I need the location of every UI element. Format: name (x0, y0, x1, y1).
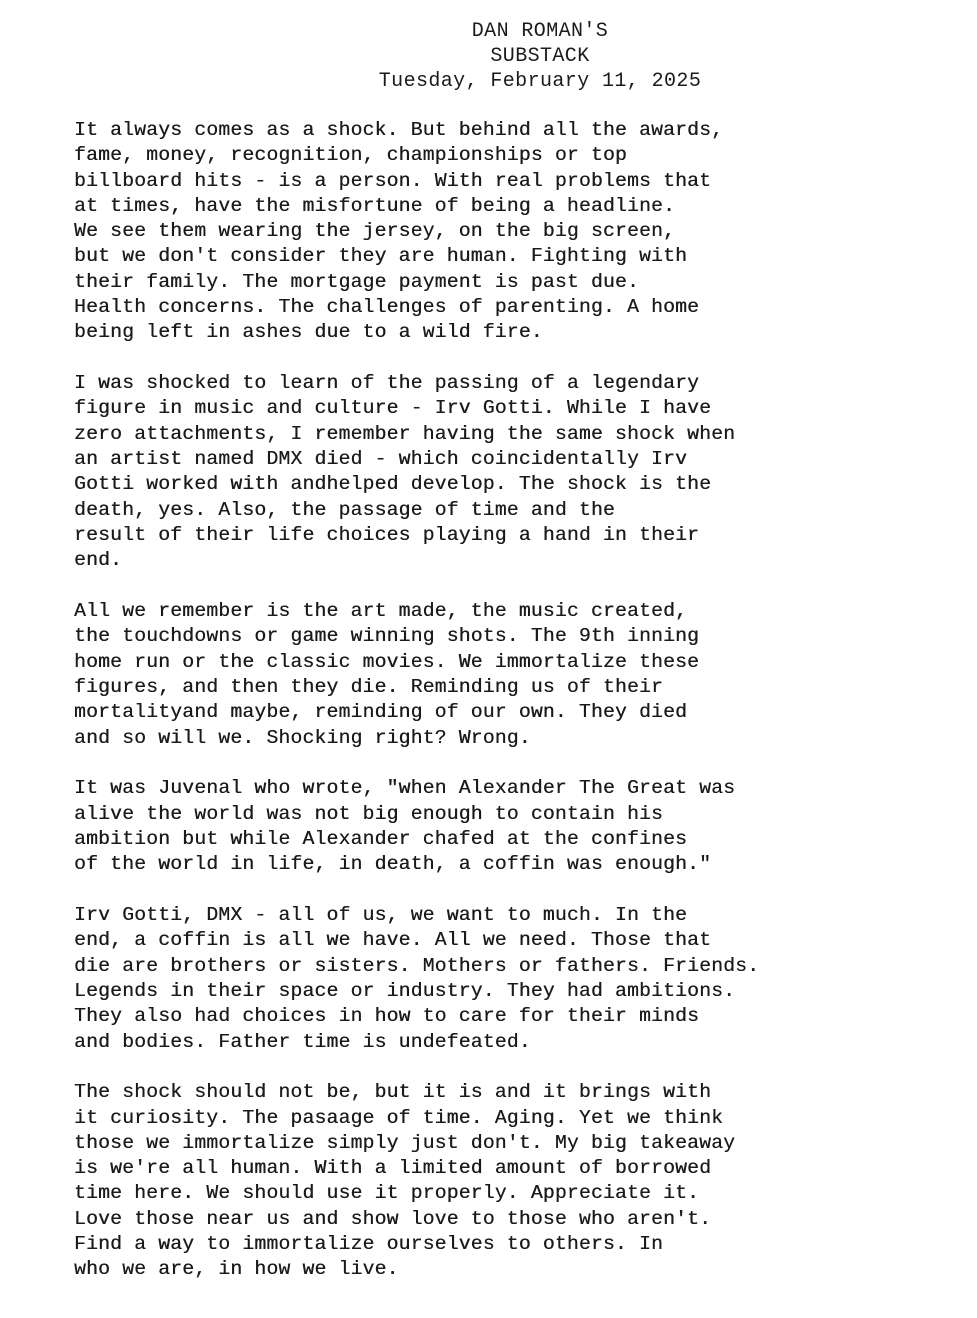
paragraph-5 (74, 903, 964, 1055)
text-line: but we don't consider they are human. Fighting with (74, 245, 688, 268)
text-line: figure in music and culture - Irv Gotti. While I have (74, 397, 712, 420)
text-line: It always comes as a shock. But behind all the awards, (74, 119, 724, 141)
text-line: time here. We should use it properly. Appreciate it. (74, 1182, 700, 1205)
text-line: die are brothers or sisters. Mothers or fathers. Friends. (74, 954, 760, 977)
text-line: Love those near us and show love to those who aren't. (74, 1207, 712, 1230)
text-line: at times, have the misfortune of being a headline. (74, 194, 676, 217)
text-line: mortalityand maybe, reminding of our own. They died (74, 701, 688, 724)
text-line: It was Juvenal who wrote, "when Alexander The Great was (74, 777, 736, 800)
header (0, 19, 977, 94)
text-line: Health concerns. The challenges of parenting. A home (74, 296, 700, 319)
text-line: it curiosity. The pasaage of time. Aging. Yet we think (74, 1106, 724, 1129)
paragraph-3 (74, 599, 964, 751)
text-line: is we're all human. With a limited amount of borrowed (74, 1157, 712, 1180)
paragraph-1 (74, 118, 964, 346)
text-line: who we are, in how we live. (74, 1258, 399, 1281)
text-line: those we immortalize simply just don't. My big takeaway (74, 1131, 736, 1154)
text-line: Find a way to immortalize ourselves to others. In (74, 1233, 664, 1256)
publication-title: SUBSTACK (490, 45, 590, 68)
text-line: end, a coffin is all we have. All we need. Those that (74, 929, 712, 952)
text-line: ambition but while Alexander chafed at the confines (74, 827, 688, 850)
text-line: Gotti worked with andhelped develop. The shock is the (74, 473, 712, 496)
text-line: zero attachments, I remember having the same shock when (74, 422, 736, 445)
article-body (74, 118, 964, 1308)
text-line: fame, money, recognition, championships or top (74, 144, 627, 167)
text-line: figures, and then they die. Reminding us of their (74, 675, 664, 698)
text-line: Legends in their space or industry. They had ambitions. (74, 979, 736, 1002)
text-line: death, yes. Also, the passage of time and the (74, 498, 615, 521)
text-line: We see them wearing the jersey, on the big screen, (74, 220, 676, 243)
text-line: The shock should not be, but it is and it brings with (74, 1081, 712, 1104)
text-line: home run or the classic movies. We immortalize these (74, 650, 700, 673)
text-line: and so will we. Shocking right? Wrong. (74, 726, 531, 749)
text-line: I was shocked to learn of the passing of a legendary (74, 372, 700, 395)
text-line: being left in ashes due to a wild fire. (74, 321, 543, 344)
text-line: the touchdowns or game winning shots. The 9th inning (74, 625, 700, 648)
paragraph-4 (74, 776, 964, 877)
text-line: of the world in life, in death, a coffin was enough." (74, 853, 712, 876)
text-line: result of their life choices playing a hand in their (74, 523, 700, 546)
text-line: their family. The mortgage payment is past due. (74, 270, 639, 293)
text-line: end. (74, 549, 123, 572)
text-line: alive the world was not big enough to contain his (74, 802, 664, 825)
text-line: Irv Gotti, DMX - all of us, we want to much. In the (74, 904, 688, 927)
paragraph-6 (74, 1080, 964, 1282)
text-line: billboard hits - is a person. With real problems that (74, 169, 712, 192)
text-line: All we remember is the art made, the music created, (74, 600, 688, 623)
author-title: DAN ROMAN'S (471, 20, 609, 43)
paragraph-2 (74, 371, 964, 573)
post-date: Tuesday, February 11, 2025 (378, 70, 702, 93)
text-line: They also had choices in how to care for their minds (74, 1005, 700, 1028)
text-line: an artist named DMX died - which coincidentally Irv (74, 448, 688, 471)
text-line: and bodies. Father time is undefeated. (74, 1030, 531, 1053)
